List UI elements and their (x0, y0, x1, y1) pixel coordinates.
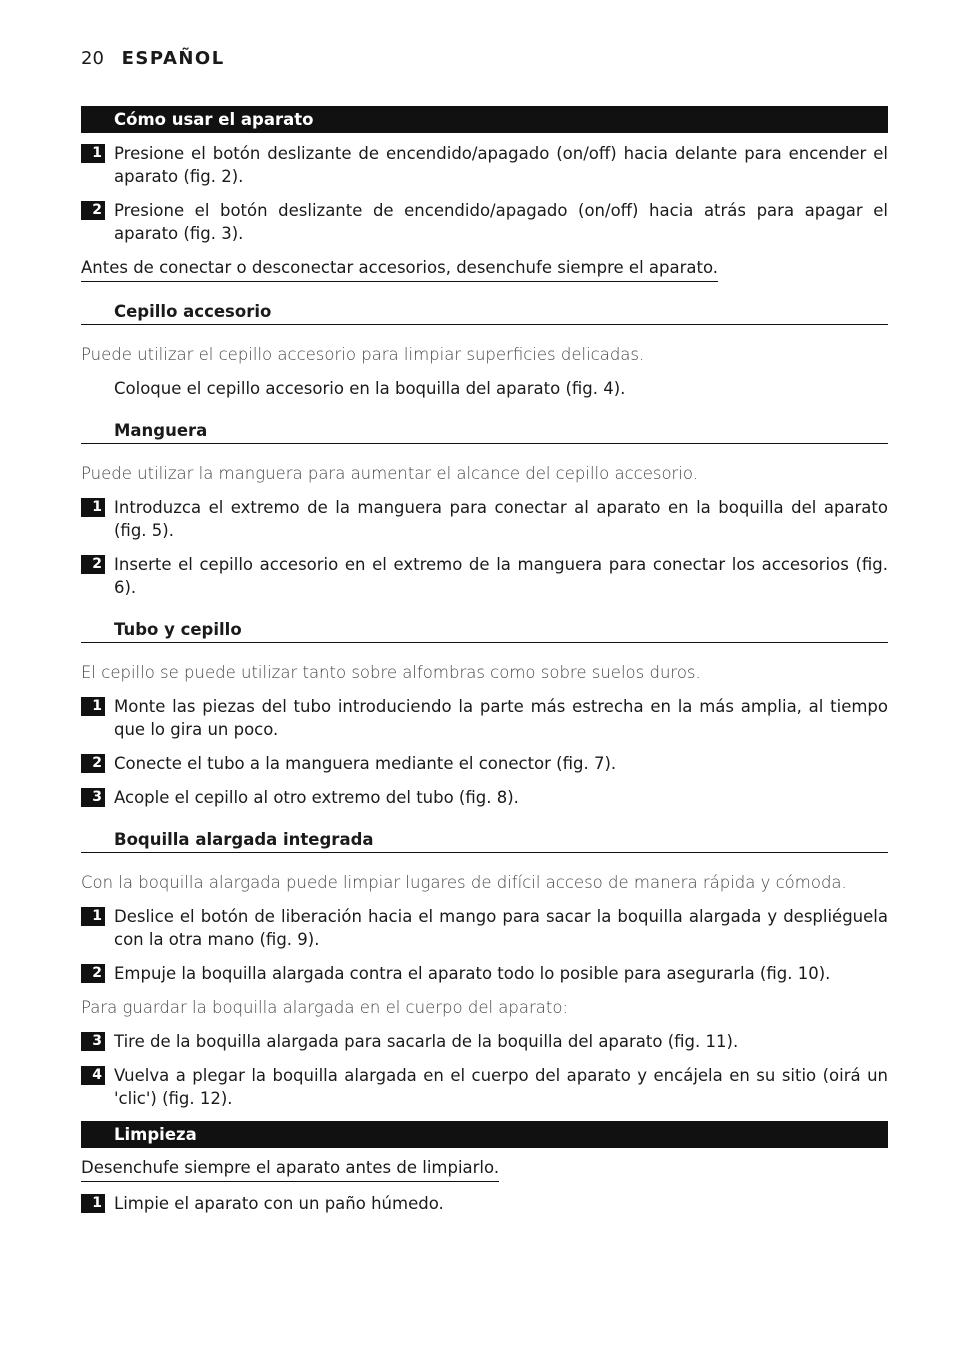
step-number: 4 (81, 1066, 105, 1085)
step-number: 1 (81, 144, 105, 163)
step-text: Introduzca el extremo de la manguera para conectar al aparato en la boquilla del aparato (fig. 5). (114, 498, 888, 540)
instruction-text: Coloque el cepillo accesorio en la boquilla del aparato (fig. 4). (114, 379, 626, 398)
step-number: 1 (81, 697, 105, 716)
step-text: Tire de la boquilla alargada para sacarla de la boquilla del aparato (fig. 11). (114, 1032, 739, 1051)
step-item (81, 199, 888, 245)
step-text: Vuelva a plegar la boquilla alargada en el cuerpo del aparato y encájela en su sitio (oirá un 'clic') (fig. 12). (114, 1066, 888, 1108)
step-item (81, 1192, 888, 1215)
step-item (81, 962, 888, 985)
intro-text: Con la boquilla alargada puede limpiar lugares de difícil acceso de manera rápida y cómoda. (81, 873, 847, 892)
step-text: Empuje la boquilla alargada contra el aparato todo lo posible para asegurarla (fig. 10). (114, 964, 831, 983)
warning-text: Desenchufe siempre el aparato antes de limpiarlo. (81, 1156, 888, 1182)
step-item (81, 1030, 888, 1053)
section-heading-use: Cómo usar el aparato (81, 106, 888, 133)
section-heading-hose: Manguera (81, 421, 888, 444)
step-text: Acople el cepillo al otro extremo del tubo (fig. 8). (114, 788, 519, 807)
section-heading-brush: Cepillo accesorio (81, 302, 888, 325)
store-intro-text: Para guardar la boquilla alargada en el cuerpo del aparato: (81, 998, 569, 1017)
section-heading-tube: Tubo y cepillo (81, 620, 888, 643)
step-item (81, 1064, 888, 1110)
step-text: Conecte el tubo a la manguera mediante el conector (fig. 7). (114, 754, 617, 773)
step-number: 1 (81, 907, 105, 926)
step-text: Limpie el aparato con un paño húmedo. (114, 1194, 444, 1213)
step-item (81, 905, 888, 951)
step-number: 3 (81, 788, 105, 807)
step-number: 1 (81, 1194, 105, 1213)
step-item (81, 142, 888, 188)
step-text: Monte las piezas del tubo introduciendo la parte más estrecha en la más amplia, al tiempo que lo gira un poco. (114, 697, 888, 739)
step-item (81, 496, 888, 542)
step-text: Presione el botón deslizante de encendido/apagado (on/off) hacia delante para encender el aparato (fig. 2). (114, 144, 888, 186)
intro-text: El cepillo se puede utilizar tanto sobre alfombras como sobre suelos duros. (81, 663, 701, 682)
step-number: 2 (81, 754, 105, 773)
step-number: 3 (81, 1032, 105, 1051)
step-text: Presione el botón deslizante de encendido/apagado (on/off) hacia atrás para apagar el aparato (fig. 3). (114, 201, 888, 243)
intro-text: Puede utilizar el cepillo accesorio para limpiar superficies delicadas. (81, 345, 645, 364)
page-content (81, 106, 888, 1215)
section-heading-nozzle: Boquilla alargada integrada (81, 830, 888, 853)
intro-text: Puede utilizar la manguera para aumentar el alcance del cepillo accesorio. (81, 464, 698, 483)
warning-text: Antes de conectar o desconectar accesorios, desenchufe siempre el aparato. (81, 256, 888, 282)
step-number: 1 (81, 498, 105, 517)
step-item (81, 553, 888, 599)
section-heading-cleaning: Limpieza (81, 1121, 888, 1148)
step-number: 2 (81, 201, 105, 220)
page-number: 20 (81, 48, 104, 69)
step-text: Deslice el botón de liberación hacia el mango para sacar la boquilla alargada y despliéguela con la otra mano (fig. 9). (114, 907, 888, 949)
language-label: ESPAÑOL (121, 48, 225, 69)
step-item (81, 752, 888, 775)
step-item (81, 695, 888, 741)
step-number: 2 (81, 555, 105, 574)
step-number: 2 (81, 964, 105, 983)
step-text: Inserte el cepillo accesorio en el extremo de la manguera para conectar los accesorios (fig. 6). (114, 555, 888, 597)
step-item (81, 786, 888, 809)
page-header (81, 48, 225, 69)
